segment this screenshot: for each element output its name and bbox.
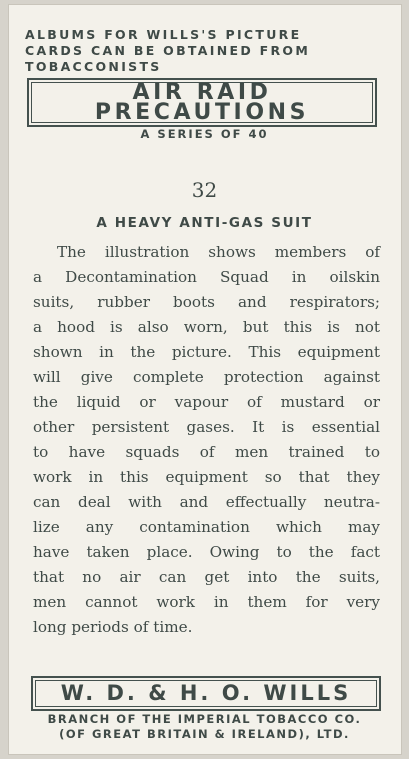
albums-note bbox=[25, 27, 385, 75]
body-line: the liquid or vapour of mustard or bbox=[33, 393, 380, 411]
body-line: lize any contamination which may bbox=[33, 518, 380, 536]
body-line: can deal with and effectually neutra- bbox=[33, 493, 380, 511]
body-line: long periods of time. bbox=[33, 618, 193, 636]
albums-note-line: TOBACCONISTS bbox=[25, 59, 162, 74]
series-title-box bbox=[27, 78, 377, 127]
body-line: will give complete protection against bbox=[33, 368, 380, 386]
body-line: a Decontamination Squad in oilskin bbox=[33, 268, 380, 286]
branch-line: (OF GREAT BRITAIN & IRELAND), LTD. bbox=[59, 727, 350, 741]
body-line: suits, rubber boots and respirators; bbox=[33, 293, 380, 311]
body-line: men cannot work in them for very bbox=[33, 593, 380, 611]
body-line: work in this equipment so that they bbox=[33, 468, 380, 486]
series-count: A SERIES OF 40 bbox=[140, 127, 269, 141]
body-line: a hood is also worn, but this is not bbox=[33, 318, 380, 336]
body-line: The illustration shows members of bbox=[57, 243, 380, 261]
series-title-line: PRECAUTIONS bbox=[94, 100, 310, 125]
albums-note-line: ALBUMS FOR WILLS'S PICTURE bbox=[25, 27, 302, 42]
albums-note-line: CARDS CAN BE OBTAINED FROM bbox=[25, 43, 311, 58]
maker-name: W. D. & H. O. WILLS bbox=[31, 676, 381, 711]
body-line: have taken place. Owing to the fact bbox=[33, 543, 380, 561]
body-line: other persistent gases. It is essential bbox=[33, 418, 380, 436]
body-line: to have squads of men trained to bbox=[33, 443, 380, 461]
body-line: that no air can get into the suits, bbox=[33, 568, 380, 586]
card-heading: A HEAVY ANTI-GAS SUIT bbox=[96, 215, 313, 231]
series-title-line: AIR RAID bbox=[132, 80, 272, 105]
body-line: shown in the picture. This equipment bbox=[33, 343, 380, 361]
branch-line: BRANCH OF THE IMPERIAL TOBACCO CO. bbox=[47, 712, 362, 726]
card-number: 32 bbox=[191, 178, 218, 202]
